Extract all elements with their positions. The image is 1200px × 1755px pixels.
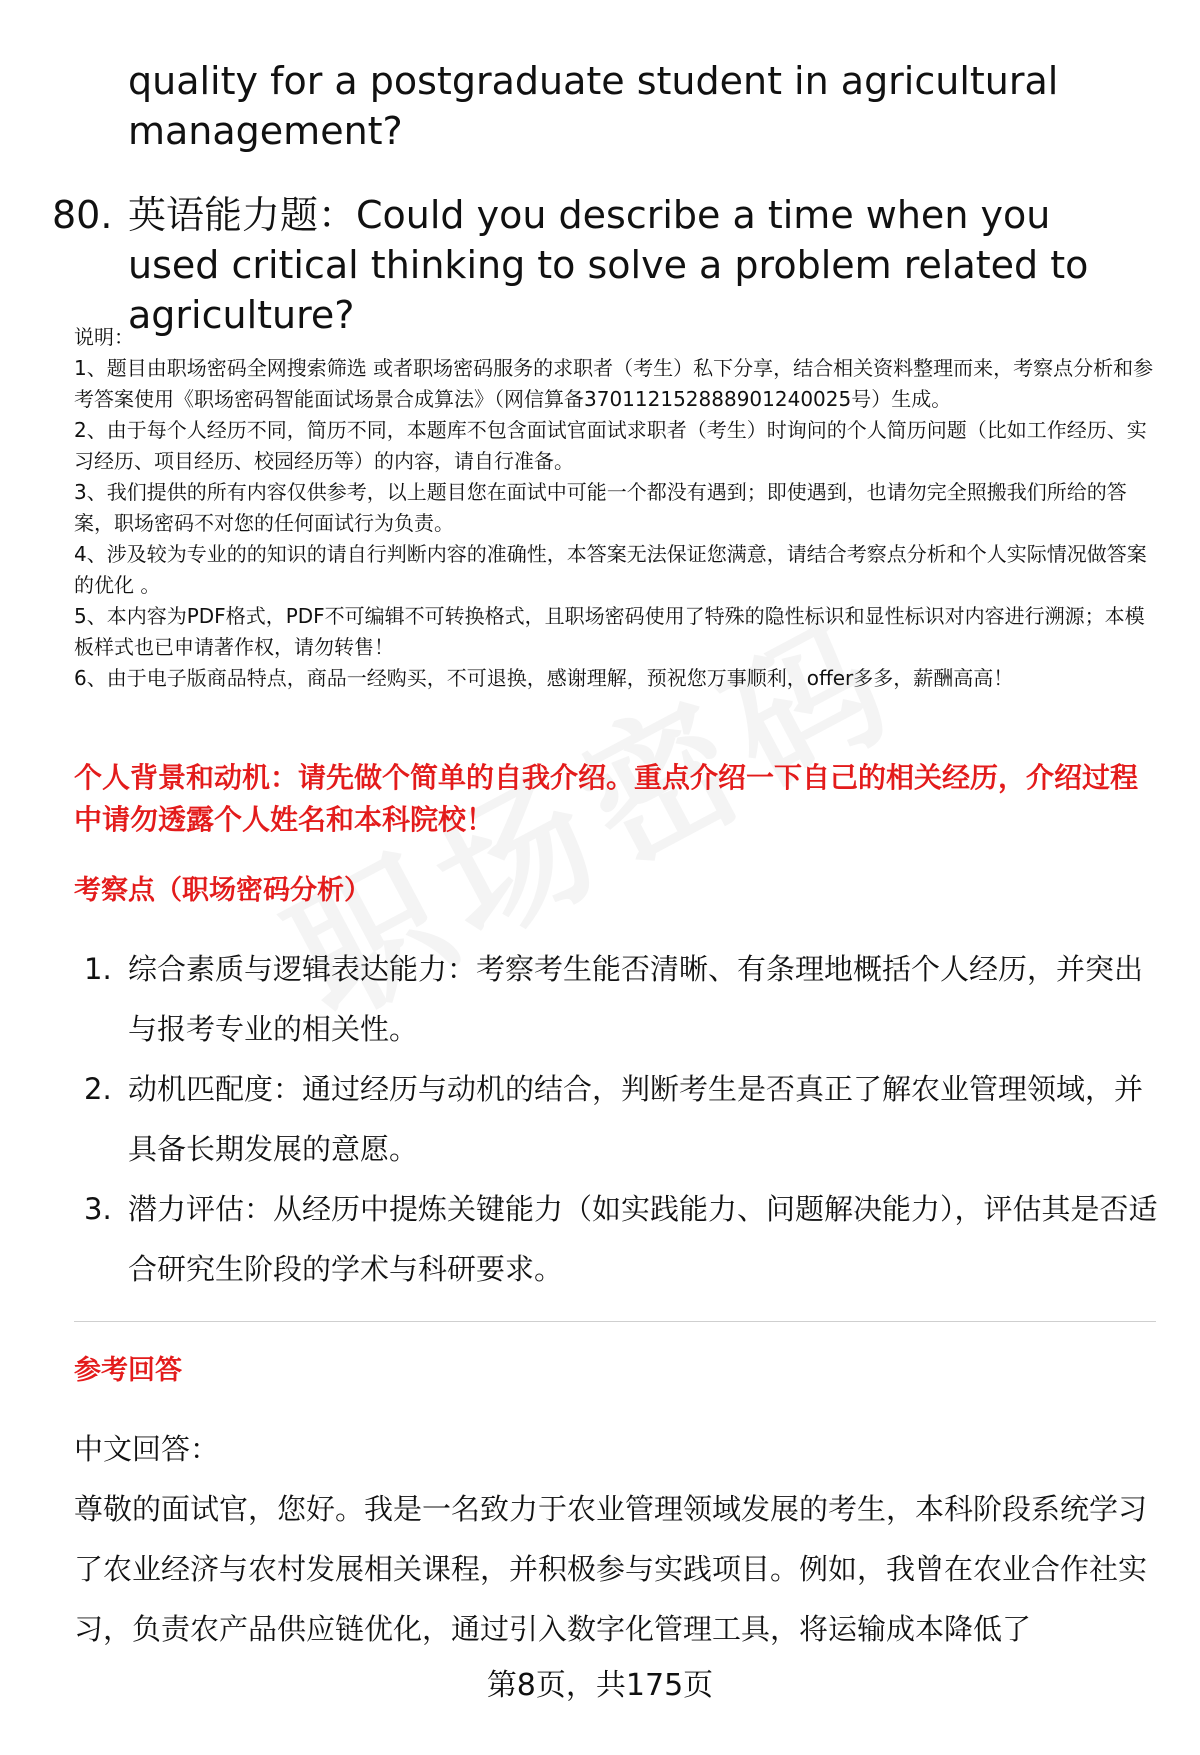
analysis-item — [84, 939, 1164, 1059]
analysis-list — [84, 939, 1164, 1299]
note-item: 2、由于每个人经历不同，简历不同，本题库不包含面试官面试求职者（考生）时询问的个人简历问题（比如工作经历、实习经历、项目经历、校园经历等）的内容，请自行准备。 — [74, 418, 1147, 473]
note-item: 4、涉及较为专业的的知识的请自行判断内容的准确性，本答案无法保证您满意，请结合考察点分析和个人实际情况做答案的优化 。 — [74, 542, 1147, 597]
note-item: 6、由于电子版商品特点，商品一经购买，不可退换，感谢理解，预祝您万事顺利，offer多多，薪酬高高！ — [74, 666, 1014, 690]
analysis-item-number: 2. — [84, 1072, 112, 1106]
answer-text: 尊敬的面试官，您好。我是一名致力于农业管理领域发展的考生，本科阶段系统学习了农业经济与农村发展相关课程，并积极参与实践项目。例如，我曾在农业合作社实习，负责农产品供应链优化，通过引入数字化管理工具，将运输成本降低了 — [74, 1492, 1148, 1646]
question-79-continuation: quality for a postgraduate student in agricultural management? — [128, 59, 1059, 153]
question-title: 个人背景和动机：请先做个简单的自我介绍。重点介绍一下自己的相关经历，介绍过程中请勿透露个人姓名和本科院校！ — [74, 761, 1139, 836]
page-footer: 第8页，共175页 — [486, 1668, 714, 1703]
question-number: 80. — [52, 193, 113, 237]
analysis-item-text: 动机匹配度：通过经历与动机的结合，判断考生是否真正了解农业管理领域，并具备长期发展的意愿。 — [128, 1072, 1144, 1166]
analysis-heading: 考察点（职场密码分析） — [74, 875, 371, 906]
notes-heading: 说明： — [74, 325, 134, 349]
analysis-item-number: 1. — [84, 952, 112, 986]
analysis-item — [84, 1059, 1164, 1179]
note-item: 3、我们提供的所有内容仅供参考，以上题目您在面试中可能一个都没有遇到；即使遇到，也请勿完全照搬我们所给的答案，职场密码不对您的任何面试行为负责。 — [74, 480, 1127, 535]
analysis-item-number: 3. — [84, 1192, 112, 1226]
analysis-item-text: 潜力评估：从经历中提炼关键能力（如实践能力、问题解决能力），评估其是否适合研究生阶段的学术与科研要求。 — [128, 1192, 1158, 1286]
answer-label: 中文回答： — [74, 1432, 220, 1466]
section-divider — [74, 1321, 1156, 1322]
analysis-item — [84, 1179, 1164, 1299]
notes-block — [74, 322, 1160, 694]
answer-heading: 参考回答 — [74, 1355, 182, 1386]
answer-block — [74, 1419, 1159, 1659]
note-item: 1、题目由职场密码全网搜索筛选 或者职场密码服务的求职者（考生）私下分享，结合相关资料整理而来，考察点分析和参考答案使用《职场密码智能面试场景合成算法》（网信算备370112152888901240025号）生成。 — [74, 356, 1154, 411]
analysis-item-text: 综合素质与逻辑表达能力：考察考生能否清晰、有条理地概括个人经历，并突出与报考专业的相关性。 — [128, 952, 1144, 1046]
question-text: 英语能力题：Could you describe a time when you used critical thinking to solve a problem related to agriculture? — [128, 193, 1089, 337]
note-item: 5、本内容为PDF格式，PDF不可编辑不可转换格式，且职场密码使用了特殊的隐性标识和显性标识对内容进行溯源；本模板样式也已申请著作权，请勿转售！ — [74, 604, 1145, 659]
